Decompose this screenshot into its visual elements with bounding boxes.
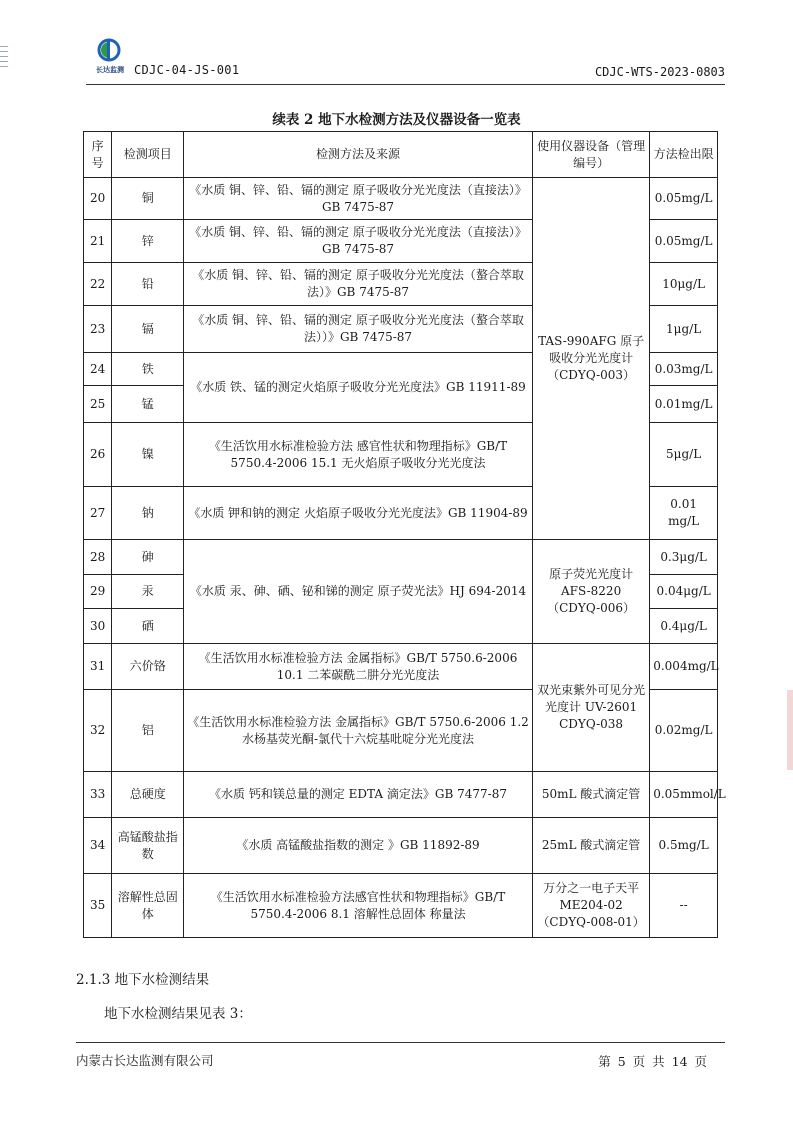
section-heading: 2.1.3 地下水检测结果 — [76, 972, 210, 988]
cell-item: 总硬度 — [112, 772, 184, 818]
cell-limit: 0.01mg/L — [650, 386, 718, 423]
cell-method-fe-mn: 《水质 铁、锰的测定火焰原子吸收分光光度法》GB 11911-89 — [184, 353, 533, 423]
cell-instrument: 50mL 酸式滴定管 — [532, 772, 649, 818]
cell-instrument-afs: 原子荧光光度计 AFS-8220（CDYQ-006） — [532, 540, 649, 644]
cell-limit: 0.004mg/L — [650, 644, 718, 690]
cell-no: 24 — [84, 353, 112, 386]
cell-method: 《水质 铜、锌、铅、镉的测定 原子吸收分光光度法（螯合萃取法）》GB 7475-87 — [184, 263, 533, 306]
cell-item: 钠 — [112, 487, 184, 540]
cell-method: 《水质 高锰酸盐指数的测定 》GB 11892-89 — [184, 818, 533, 874]
cell-item: 砷 — [112, 540, 184, 575]
cell-item: 溶解性总固体 — [112, 874, 184, 938]
cell-no: 29 — [84, 575, 112, 609]
logo-text: 长达监测 — [96, 66, 124, 74]
cell-instrument-uv: 双光束紫外可见分光光度计 UV-2601 CDYQ-038 — [532, 644, 649, 772]
cell-item: 锌 — [112, 220, 184, 263]
cell-item: 汞 — [112, 575, 184, 609]
cell-instrument: 25mL 酸式滴定管 — [532, 818, 649, 874]
logo-mark-icon — [88, 38, 130, 66]
company-logo — [88, 38, 130, 76]
cell-limit: 5μg/L — [650, 423, 718, 487]
cell-method: 《水质 铜、锌、铅、镉的测定 原子吸收分光光度法（螯合萃取法））》GB 7475-87 — [184, 306, 533, 353]
doc-code-right: CDJC-WTS-2023-0803 — [594, 65, 725, 79]
footer-page-number: 第 5 页 共 14 页 — [598, 1054, 707, 1069]
table-title: 续表 2 地下水检测方法及仪器设备一览表 — [272, 112, 521, 128]
cell-item: 铅 — [112, 263, 184, 306]
cell-limit: 0.05mmol/L — [650, 772, 718, 818]
header-rule — [86, 84, 725, 85]
table-row — [84, 874, 718, 938]
cell-method: 《生活饮用水标准检验方法 金属指标》GB/T 5750.6-2006 1.2 水杨基荧光酮-氯代十六烷基吡啶分光光度法 — [184, 690, 533, 772]
table-header-row — [84, 132, 718, 178]
cell-limit: 10μg/L — [650, 263, 718, 306]
cell-no: 23 — [84, 306, 112, 353]
cell-method: 《水质 钾和钠的测定 火焰原子吸收分光光度法》GB 11904-89 — [184, 487, 533, 540]
cell-item: 六价铬 — [112, 644, 184, 690]
cell-item: 铁 — [112, 353, 184, 386]
cell-limit: 0.05mg/L — [650, 220, 718, 263]
scan-edge-marks — [0, 46, 8, 71]
cell-method-as-hg-se: 《水质 汞、砷、硒、铋和锑的测定 原子荧光法》HJ 694-2014 — [184, 540, 533, 644]
table-row — [84, 540, 718, 575]
section-text: 地下水检测结果见表 3： — [104, 1006, 252, 1022]
col-header-no: 序号 — [84, 132, 112, 178]
col-header-instrument: 使用仪器设备（管理编号） — [532, 132, 649, 178]
cell-item: 铜 — [112, 178, 184, 220]
cell-no: 25 — [84, 386, 112, 423]
cell-no: 34 — [84, 818, 112, 874]
table-row — [84, 644, 718, 690]
cell-no: 35 — [84, 874, 112, 938]
scan-edge-stain — [787, 690, 793, 770]
cell-item: 高锰酸盐指数 — [112, 818, 184, 874]
cell-item: 铝 — [112, 690, 184, 772]
cell-method: 《水质 钙和镁总量的测定 EDTA 滴定法》GB 7477-87 — [184, 772, 533, 818]
cell-instrument: 万分之一电子天平 ME204-02（CDYQ-008-01） — [532, 874, 649, 938]
methods-table — [83, 131, 726, 938]
footer-company: 内蒙古长达监测有限公司 — [76, 1053, 214, 1068]
cell-limit: 0.04μg/L — [650, 575, 718, 609]
cell-limit: 1μg/L — [650, 306, 718, 353]
cell-limit: 0.3μg/L — [650, 540, 718, 575]
cell-no: 20 — [84, 178, 112, 220]
cell-item: 镍 — [112, 423, 184, 487]
cell-limit: 0.03mg/L — [650, 353, 718, 386]
col-header-method: 检测方法及来源 — [184, 132, 533, 178]
col-header-item: 检测项目 — [112, 132, 184, 178]
cell-no: 22 — [84, 263, 112, 306]
cell-method: 《水质 铜、锌、铅、镉的测定 原子吸收分光光度法（直接法）》GB 7475-87 — [184, 178, 533, 220]
cell-method: 《生活饮用水标准检验方法感官性状和物理指标》GB/T 5750.4-2006 8.1 溶解性总固体 称量法 — [184, 874, 533, 938]
cell-limit: -- — [650, 874, 718, 938]
cell-method: 《生活饮用水标准检验方法 感官性状和物理指标》GB/T 5750.4-2006 15.1 无火焰原子吸收分光光度法 — [184, 423, 533, 487]
cell-item: 镉 — [112, 306, 184, 353]
cell-method: 《水质 铜、锌、铅、镉的测定 原子吸收分光光度法（直接法）》GB 7475-87 — [184, 220, 533, 263]
cell-item: 硒 — [112, 609, 184, 644]
table-row — [84, 178, 718, 220]
col-header-limit: 方法检出限 — [650, 132, 718, 178]
cell-no: 30 — [84, 609, 112, 644]
footer-rule — [76, 1042, 725, 1043]
cell-no: 21 — [84, 220, 112, 263]
cell-no: 27 — [84, 487, 112, 540]
table-row — [84, 818, 718, 874]
cell-no: 26 — [84, 423, 112, 487]
cell-no: 33 — [84, 772, 112, 818]
table-row — [84, 772, 718, 818]
cell-limit: 0.4μg/L — [650, 609, 718, 644]
cell-no: 28 — [84, 540, 112, 575]
cell-method: 《生活饮用水标准检验方法 金属指标》GB/T 5750.6-2006 10.1 二苯碳酰二肼分光光度法 — [184, 644, 533, 690]
cell-no: 32 — [84, 690, 112, 772]
cell-item: 锰 — [112, 386, 184, 423]
cell-limit: 0.5mg/L — [650, 818, 718, 874]
cell-no: 31 — [84, 644, 112, 690]
cell-limit: 0.01 mg/L — [650, 487, 718, 540]
doc-code-left: CDJC-04-JS-001 — [134, 63, 240, 77]
cell-limit: 0.05mg/L — [650, 178, 718, 220]
cell-limit: 0.02mg/L — [650, 690, 718, 772]
cell-instrument-aas: TAS-990AFG 原子吸收分光光度计（CDYQ-003） — [532, 178, 649, 540]
header-logo-block — [88, 38, 130, 76]
